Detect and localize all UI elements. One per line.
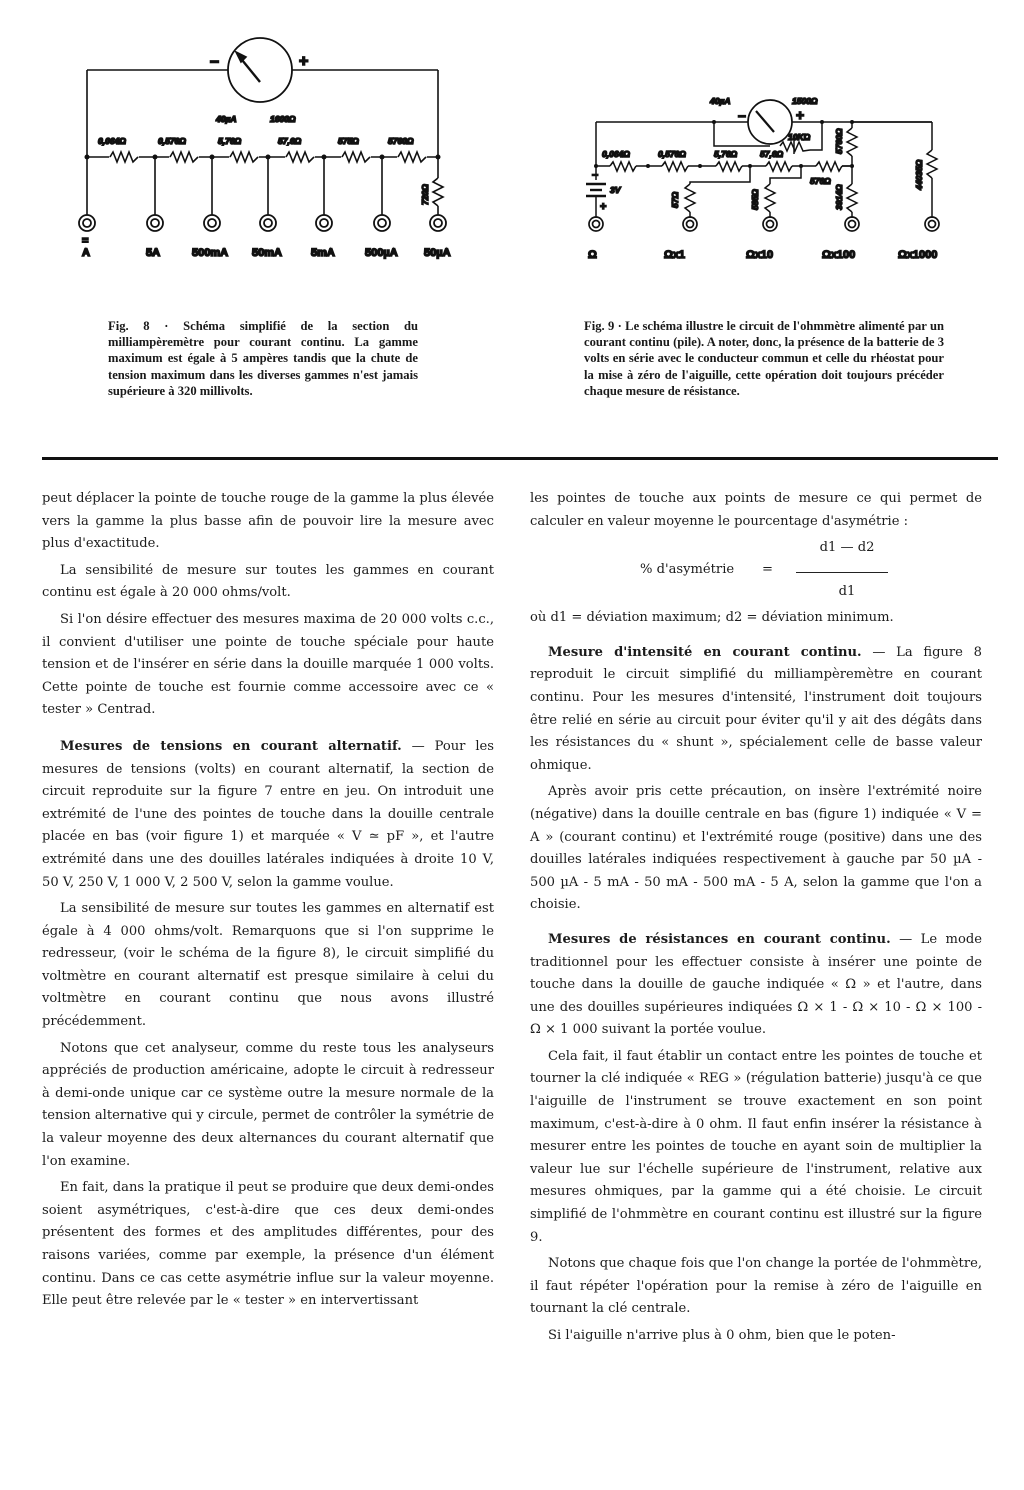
terminal-label: 50mA	[252, 247, 282, 259]
paragraph: Notons que chaque fois que l'on change la portée de l'ohmmètre, il faut répéter l'opération pour la remise à zéro de l'aiguille en tournant la clé centrale.	[530, 1256, 982, 1317]
meter-plus: +	[299, 53, 309, 70]
paragraph-text: — Le mode traditionnel pour les effectuer consiste à insérer une pointe de touche dans la douille de gauche indiquée « Ω » et l'autre, dans une des douilles supérieures indiquées Ω × 1 - Ω × 10 - Ω × 100 - Ω × 1 000 suivant la portée voulue.	[530, 931, 982, 1038]
section-divider	[42, 457, 998, 460]
terminal-label: 50µA	[424, 247, 451, 259]
paragraph: les pointes de touche aux points de mesure ce qui permet de calculer en valeur moyenne le pourcentage d'asymétrie :	[530, 491, 982, 529]
figure-9-caption: Fig. 9 · Le schéma illustre le circuit de l'ohmmètre alimenté par un courant continu (pile). A noter, donc, la présence de la batterie de 3 volts en série avec le conducteur commun et celle du rhéostat pour la mise à zéro de l'aiguille, cette opération doit toujours précéder chaque mesure de résistance.	[584, 319, 944, 398]
rheostat-icon	[780, 142, 810, 151]
paragraph-text: — La figure 8 reproduit le circuit simplifié du milliampèremètre en courant continu. Pour les mesures d'intensité, l'instrument doit toujours être relié en série au circuit pour éviter qu'il y ait des dégâts dans les résistances du « shunt », spécialement celle de basse valeur ohmique.	[530, 644, 982, 773]
meter-resistance: 1500Ω	[792, 96, 818, 106]
battery-voltage: 3V	[610, 185, 621, 195]
formula-equals: =	[762, 562, 773, 578]
paragraph	[530, 642, 982, 778]
terminal-label: A	[82, 247, 90, 259]
meter-current: 40µA	[216, 114, 237, 124]
resistor-icon	[685, 184, 695, 212]
resistor-value: 0,064Ω	[98, 136, 126, 146]
resistor-value: 57,6Ω	[278, 136, 302, 146]
battery-minus: –	[592, 169, 599, 181]
resistor-value: 0,064Ω	[602, 149, 630, 159]
figure-9-ohmmeter-schematic	[570, 80, 970, 270]
formula-denominator: d1	[838, 584, 856, 600]
formula-numerator: d1 — d2	[819, 540, 875, 556]
paragraph: où d1 = déviation maximum; d2 = déviation minimum.	[530, 610, 894, 626]
resistor-icon	[847, 128, 857, 156]
resistor-value: 720Ω	[420, 184, 430, 205]
terminal-label: 5A	[146, 247, 161, 259]
terminal-jack-icon	[79, 215, 446, 231]
terminal-label: Ωx100	[822, 249, 856, 261]
battery-icon	[586, 184, 606, 196]
paragraph: En fait, dans la pratique il peut se produire que deux demi-ondes soient asymétriques, c'est-à-dire que ces deux demi-ondes présentent des formes et des amplitudes différentes, pour des raisons variées, comme par exemple, la présence d'un élément continu. Dans ce cas cette asymétrie influe sur la valeur moyenne. Elle peut être relevée par le « tester » en intervertissant	[42, 1180, 494, 1309]
meter-plus: +	[796, 107, 805, 123]
resistor-value: 575Ω	[338, 136, 359, 146]
figure-8-milliammeter-schematic	[60, 30, 480, 270]
formula-lhs: % d'asymétrie	[640, 562, 735, 578]
meter-current: 40µA	[710, 96, 731, 106]
terminal-label: 500mA	[192, 247, 229, 259]
terminal-label: Ωx1	[664, 249, 686, 261]
meter-minus: –	[738, 107, 746, 123]
resistor-value: 5,76Ω	[714, 149, 738, 159]
paragraph: Si l'on désire effectuer des mesures maxima de 20 000 volts c.c., il convient d'utiliser une pointe de touche spéciale pour haute tension et de l'insérer en série dans la douille marquée 1 000 volts. Cette pointe de touche est fournie comme accessoire avec ce « tester » Centrad.	[42, 611, 494, 718]
terminal-label: Ω	[588, 249, 597, 261]
terminal-label: Ωx1000	[898, 249, 938, 261]
terminal-jack-icon	[589, 217, 939, 231]
rheostat-value: 10KΩ	[788, 132, 811, 142]
resistor-value: 57,6Ω	[760, 149, 784, 159]
meter-minus: –	[210, 53, 219, 70]
resistor-value: 3914Ω	[834, 184, 844, 210]
paragraph: Après avoir pris cette précaution, on insère l'extrémité noire (négative) dans la douille centrale en bas (figure 1) indiquée « V = A » (courant continu) et l'extrémité rouge (positive) dans une des douilles latérales indiquées respectivement à gauche par 50 µA - 500 µA - 5 mA - 50 mA - 500 mA - 5 A, selon la gamme que l'on a choisie.	[530, 784, 982, 913]
section-heading: Mesure d'intensité en courant continu.	[548, 644, 862, 660]
terminal-label: Ωx10	[746, 249, 774, 261]
section-heading: Mesures de résistances en courant continu.	[548, 931, 891, 947]
resistor-value: 5,76Ω	[218, 136, 242, 146]
resistor-icon	[765, 184, 775, 212]
galvanometer-icon	[748, 100, 792, 144]
paragraph: La sensibilité de mesure sur toutes les gammes en courant continu est égale à 20 000 ohms/volt.	[42, 562, 494, 601]
left-column	[42, 488, 494, 1317]
terminal-label: 500µA	[365, 247, 398, 259]
terminal-label: 5mA	[311, 247, 335, 259]
resistor-icon	[927, 150, 937, 178]
resistor-value: 576Ω	[810, 176, 831, 186]
galvanometer-icon	[228, 38, 292, 102]
figure-8-caption: Fig. 8 · Schéma simplifié de la section du milliampèremètre pour courant continu. La gamme maximum est égale à 5 ampères tandis que la chute de tension maximum dans les diverses gammes n'est jamais supérieure à 320 millivolts.	[108, 319, 418, 398]
meter-resistance: 1600Ω	[270, 114, 296, 124]
paragraph: Cela fait, il faut établir un contact entre les pointes de touche et tourner la clé indiquée « REG » (régulation batterie) jusqu'à ce que l'aiguille de l'instrument se trouve exactement en son point maximum, c'est-à-dire à 0 ohm. Il faut enfin insérer la résistance à mesurer entre les pointes de touche en ayant soin de multiplier la valeur lue sur l'échelle supérieure de l'instrument, relative aux mesures ohmiques, par la gamme qui a été choisie. Le circuit simplifié de l'ohmmètre en courant continu est illustré sur la figure 9.	[530, 1048, 982, 1245]
battery-plus: +	[600, 201, 607, 213]
paragraph	[42, 736, 494, 894]
section-heading: Mesures de tensions en courant alternatif.	[60, 738, 402, 754]
paragraph	[530, 929, 982, 1042]
resistor-value: 0,576Ω	[158, 136, 186, 146]
paragraph: Si l'aiguille n'arrive plus à 0 ohm, bien que le poten-	[548, 1328, 896, 1343]
right-column	[530, 488, 982, 1352]
paragraph-text: — Pour les mesures de tensions (volts) en courant alternatif, la section de circuit reproduite sur la figure 7 entre en jeu. On introduit une extrémité de l'une des pointes de touche dans la douille centrale placée en bas (voir figure 1) et marquée « V ≃ pF », et l'autre extrémité dans une des douilles latérales indiquées à droite 10 V, 50 V, 250 V, 1 000 V, 2 500 V, selon la gamme voulue.	[42, 738, 494, 890]
resistor-value: 57Ω	[670, 191, 680, 208]
resistor-value: 44035Ω	[914, 159, 924, 190]
asymmetry-formula	[530, 537, 982, 607]
fraction-bar	[796, 572, 888, 573]
resistor-value: 585Ω	[750, 189, 760, 210]
resistor-value: 5760Ω	[388, 136, 414, 146]
paragraph: La sensibilité de mesure sur toutes les gammes en alternatif est égale à 4 000 ohms/volt. Remarquons que si l'on supprime le redresseur, (voir le schéma de la figure 8), le circuit simplifié du voltmètre en courant alternatif est presque similaire à celui du voltmètre en courant continu que nous avons illustré précédemment.	[42, 901, 494, 1030]
resistor-icon	[433, 178, 443, 206]
paragraph: Notons que cet analyseur, comme du reste tous les analyseurs appréciés de production américaine, adopte le circuit à redresseur à demi-onde unique car ce système outre la mesure normale de la tension alternative qui y circule, permet de contrôler la symétrie de la valeur moyenne des deux alternances du courant alternatif que l'on examine.	[42, 1040, 494, 1169]
resistor-value: 5760Ω	[834, 128, 844, 154]
common-symbol: =	[82, 235, 89, 247]
resistor-icon	[847, 184, 857, 212]
resistor-value: 0,576Ω	[658, 149, 686, 159]
paragraph: peut déplacer la pointe de touche rouge de la gamme la plus élevée vers la gamme la plus basse afin de pouvoir lire la mesure avec plus d'exactitude.	[42, 491, 494, 552]
